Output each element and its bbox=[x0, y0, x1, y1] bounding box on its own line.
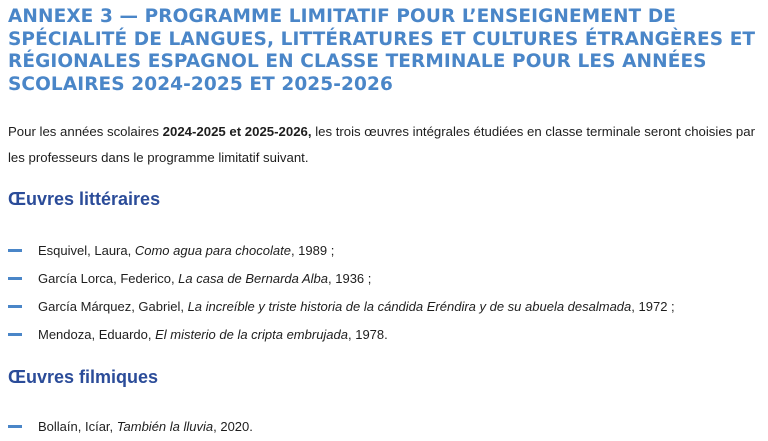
list-item bbox=[8, 264, 760, 292]
dash-icon bbox=[8, 277, 22, 280]
work-entry bbox=[38, 271, 371, 286]
work-author: Mendoza, Eduardo, bbox=[38, 326, 156, 342]
work-author: Esquivel, Laura, bbox=[38, 242, 135, 258]
literary-works-list bbox=[8, 236, 760, 348]
work-title: Como agua para chocolate bbox=[134, 242, 291, 258]
dash-icon bbox=[8, 425, 22, 428]
work-entry bbox=[38, 327, 388, 342]
work-year: , 1978. bbox=[348, 326, 388, 342]
dash-icon bbox=[8, 333, 22, 336]
intro-years: 2024-2025 et 2025-2026, bbox=[162, 124, 312, 139]
work-author: García Márquez, Gabriel, bbox=[38, 298, 188, 314]
list-item bbox=[8, 292, 760, 320]
list-item bbox=[8, 236, 760, 264]
work-title: La casa de Bernarda Alba bbox=[178, 270, 329, 286]
dash-icon bbox=[8, 305, 22, 308]
work-year: , 2020. bbox=[213, 418, 253, 434]
section-heading-films: Œuvres filmiques bbox=[8, 367, 159, 387]
work-entry bbox=[38, 243, 334, 258]
work-title: La increíble y triste historia de la cándida Eréndira y de su abuela desalmada bbox=[187, 298, 632, 314]
dash-icon bbox=[8, 249, 22, 252]
work-author: Bollaín, Icíar, bbox=[38, 418, 117, 434]
work-entry bbox=[38, 419, 253, 434]
intro-text-after: les trois œuvres intégrales étudiées en classe terminale seront choisies par les professeurs dans le programme limitatif suivant. bbox=[8, 124, 755, 165]
work-year: , 1936 ; bbox=[328, 270, 372, 286]
work-title: También la lluvia bbox=[116, 418, 214, 434]
work-entry bbox=[38, 299, 675, 314]
list-item bbox=[8, 412, 760, 440]
intro-paragraph bbox=[8, 119, 760, 171]
work-year: , 1989 ; bbox=[290, 242, 335, 258]
work-author: García Lorca, Federico, bbox=[38, 270, 179, 286]
annex-title: ANNEXE 3 — PROGRAMME LIMITATIF POUR L’ENSEIGNEMENT DE SPÉCIALITÉ DE LANGUES, LITTÉRATURES ET CULTURES ÉTRANGÈRES ET RÉGIONALES ESPAGNOL EN CLASSE TERMINALE POUR LES ANNÉES SCOLAIRES 2024-2025 ET 2025-2026 bbox=[8, 6, 756, 95]
intro-text-before: Pour les années scolaires bbox=[8, 124, 163, 139]
list-item bbox=[8, 320, 760, 348]
film-works-list bbox=[8, 412, 760, 440]
work-title: El misterio de la cripta embrujada bbox=[155, 326, 348, 342]
section-heading-literary: Œuvres littéraires bbox=[8, 189, 161, 209]
work-year: , 1972 ; bbox=[631, 298, 675, 314]
